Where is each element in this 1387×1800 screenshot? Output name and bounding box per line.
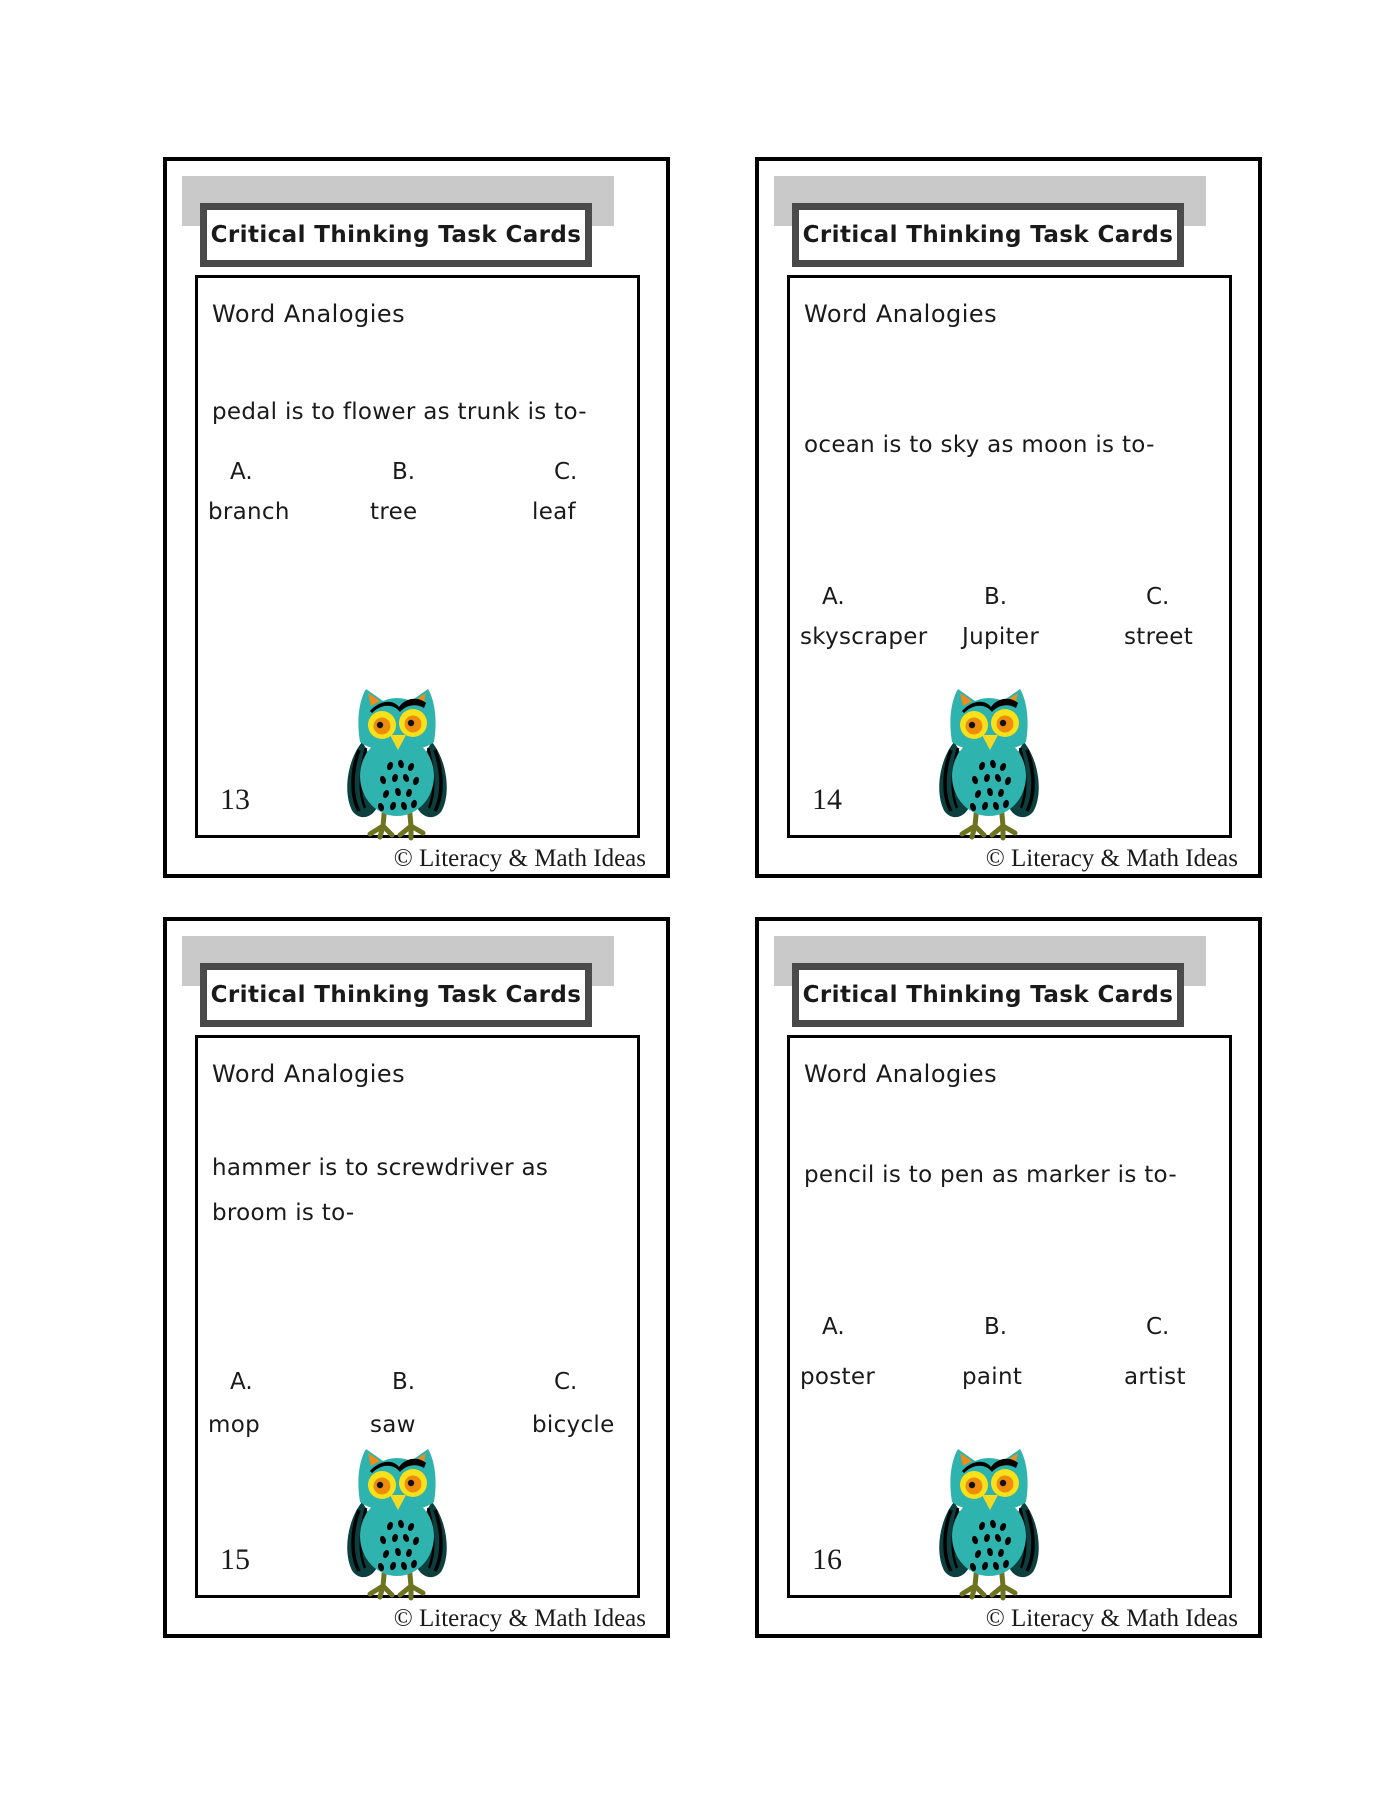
card-number: 14 (812, 783, 842, 816)
choice-label: A. (230, 459, 253, 485)
task-card-16 (755, 917, 1262, 1638)
card-title-box (792, 203, 1184, 267)
choice-c (532, 1365, 682, 1442)
choice-label: A. (822, 584, 845, 610)
card-title: Critical Thinking Task Cards (210, 222, 582, 248)
question-line: pedal is to flower as trunk is to- (212, 399, 587, 425)
task-card-15 (163, 917, 670, 1638)
choice-word: saw (370, 1412, 416, 1438)
choice-c (1124, 1310, 1274, 1394)
card-content-box (195, 1035, 640, 1598)
category-label: Word Analogies (212, 1060, 406, 1088)
choice-label: C. (1146, 584, 1170, 610)
copyright-text: © Literacy & Math Ideas (985, 1605, 1238, 1632)
choice-word: paint (962, 1364, 1023, 1390)
copyright-text: © Literacy & Math Ideas (393, 1605, 646, 1632)
owl-icon (338, 1444, 456, 1602)
choice-c (532, 455, 682, 529)
choice-label: B. (392, 459, 416, 485)
card-number: 15 (220, 1543, 250, 1576)
choice-word: Jupiter (962, 624, 1040, 650)
card-number: 13 (220, 783, 250, 816)
choice-word: artist (1124, 1364, 1186, 1390)
copyright-text: © Literacy & Math Ideas (393, 845, 646, 872)
choice-label: A. (822, 1314, 845, 1340)
owl-icon (338, 684, 456, 842)
choice-b (962, 580, 1112, 654)
choice-b (962, 1310, 1112, 1394)
choice-label: C. (554, 1369, 578, 1395)
choice-word: leaf (532, 499, 576, 525)
copyright-text: © Literacy & Math Ideas (985, 845, 1238, 872)
choice-label: C. (554, 459, 578, 485)
task-card-14 (755, 157, 1262, 878)
card-title-box (200, 203, 592, 267)
choice-label: B. (984, 584, 1008, 610)
question-text (804, 1153, 1219, 1198)
card-content-box (787, 275, 1232, 838)
choice-label: A. (230, 1369, 253, 1395)
choice-c (1124, 580, 1274, 654)
owl-icon (930, 1444, 1048, 1602)
question-line: hammer is to screwdriver as (212, 1155, 549, 1181)
choice-a (208, 455, 358, 529)
choice-a (800, 1310, 950, 1394)
choice-label: B. (392, 1369, 416, 1395)
question-text (804, 423, 1219, 468)
choice-label: B. (984, 1314, 1008, 1340)
question-text (212, 390, 627, 435)
choice-word: street (1124, 624, 1194, 650)
choice-a (208, 1365, 358, 1442)
choice-word: skyscraper (800, 624, 928, 650)
question-text (212, 1146, 627, 1236)
choice-b (370, 1365, 520, 1442)
card-title-box (200, 963, 592, 1027)
choice-word: tree (370, 499, 418, 525)
card-title-box (792, 963, 1184, 1027)
choice-b (370, 455, 520, 529)
card-content-box (195, 275, 640, 838)
card-title: Critical Thinking Task Cards (802, 222, 1174, 248)
card-content-box (787, 1035, 1232, 1598)
question-line: pencil is to pen as marker is to- (804, 1162, 1177, 1188)
choice-word: mop (208, 1412, 260, 1438)
choice-word: poster (800, 1364, 876, 1390)
task-card-13 (163, 157, 670, 878)
category-label: Word Analogies (804, 300, 998, 328)
choice-label: C. (1146, 1314, 1170, 1340)
choice-word: branch (208, 499, 290, 525)
card-number: 16 (812, 1543, 842, 1576)
choice-a (800, 580, 950, 654)
card-title: Critical Thinking Task Cards (210, 982, 582, 1008)
category-label: Word Analogies (212, 300, 406, 328)
owl-icon (930, 684, 1048, 842)
question-line: broom is to- (212, 1200, 355, 1226)
card-title: Critical Thinking Task Cards (802, 982, 1174, 1008)
category-label: Word Analogies (804, 1060, 998, 1088)
question-line: ocean is to sky as moon is to- (804, 432, 1155, 458)
choice-word: bicycle (532, 1412, 615, 1438)
